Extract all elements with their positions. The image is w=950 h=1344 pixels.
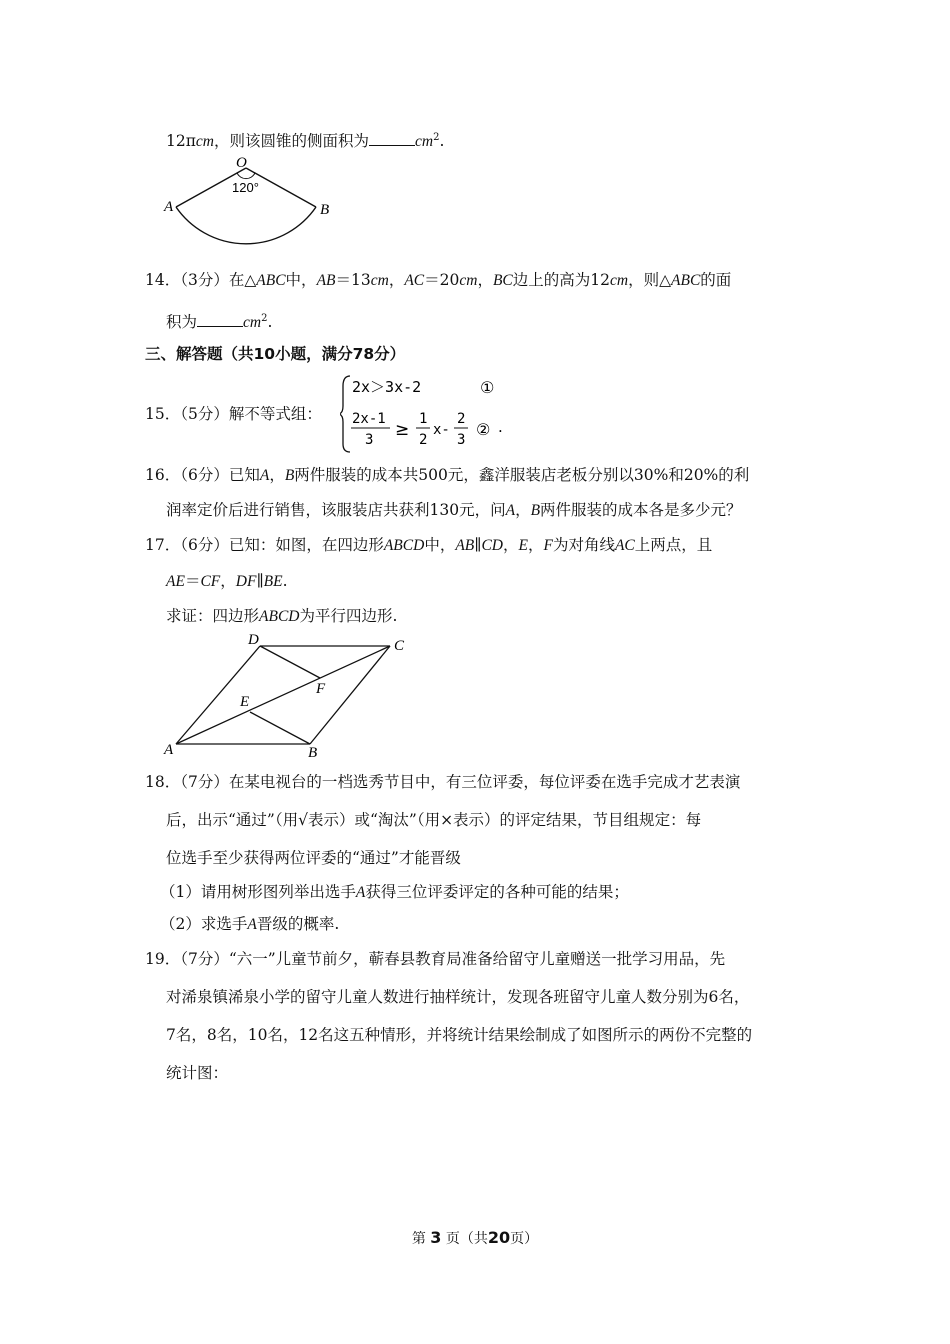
q14-t4: ＝13	[335, 271, 371, 289]
label-a: A	[164, 742, 174, 758]
q17-l1d: AB	[455, 537, 475, 554]
q17-l2d: ，	[220, 572, 236, 590]
q17-l1a: 17．（6分）已知：如图，在四边形	[145, 536, 384, 554]
q14-t2: 中，	[285, 271, 317, 289]
ineq2-sym: ≥	[395, 420, 410, 440]
q14-unit: cm	[243, 314, 262, 332]
segment-be	[250, 712, 310, 744]
q16-l2c: ，	[515, 501, 531, 519]
q13-sup: 2	[433, 132, 440, 143]
page-footer	[0, 1228, 950, 1248]
q14-l2a: 积为	[166, 313, 198, 332]
mark2: ②	[476, 420, 491, 439]
footer-a: 第	[411, 1231, 426, 1247]
q14-t5: cm	[370, 272, 389, 289]
q17-l2a: AE	[166, 573, 185, 590]
q14-line2	[166, 309, 272, 333]
q17-l1l: AC	[614, 537, 635, 554]
q19-line2: 对浠泉镇浠泉小学的留守儿童人数进行抽样统计，发现各班留守儿童人数分别为6名，	[166, 988, 750, 1006]
footer-c: 页）	[510, 1231, 539, 1247]
ineq2-num3: 2	[457, 411, 466, 427]
q15-inequality-system	[340, 372, 510, 456]
q17-l2c: CF	[200, 573, 221, 590]
q18-l5a: （2）求选手	[160, 915, 248, 933]
q14-t15: ABC	[671, 272, 701, 289]
q14-sup: 2	[261, 313, 268, 324]
brace	[340, 376, 350, 452]
q17-line1	[145, 535, 712, 556]
ineq2-den1: 3	[365, 432, 374, 448]
q16-l1a: 16．（6分）已知	[145, 466, 260, 484]
q14-t9: cm	[459, 272, 478, 289]
q17-l1b: ABCD	[383, 537, 425, 554]
q16-l2e: 两件服装的成本各是多少元？	[540, 501, 742, 519]
q13-answer-blank	[369, 131, 415, 146]
sector-arc	[176, 207, 316, 244]
q15-label: 15．（5分）解不等式组：	[145, 405, 322, 423]
q14-t13: cm	[610, 272, 629, 289]
q14-end: .	[267, 313, 273, 332]
q17-l1e: ∥	[474, 536, 482, 554]
q17-l1i: ，	[527, 536, 544, 554]
label-o: O	[236, 155, 247, 171]
page-total: 20	[487, 1228, 511, 1247]
q17-l3a: 求证：四边形	[166, 607, 260, 625]
page-number: 3	[430, 1228, 442, 1247]
q18-line1: 18．（7分）在某电视台的一档选秀节目中，有三位评委，每位评委在选手完成才艺表演	[145, 773, 741, 791]
q17-l2b: ＝	[184, 572, 201, 590]
q13-end: .	[439, 132, 445, 151]
q16-line1	[145, 465, 749, 486]
q19-line4: 统计图：	[166, 1064, 229, 1082]
q17-l2h: .	[282, 572, 288, 590]
label-b: B	[320, 202, 330, 218]
q18-line2: 后，出示“通过”（用√表示）或“淘汰”（用×表示）的评定结果，节目组规定：每	[166, 811, 702, 829]
q17-l1h: E	[518, 537, 528, 554]
segment-df	[260, 646, 320, 678]
q16-l2b: A	[505, 502, 516, 519]
q13-unit: cm	[195, 133, 214, 151]
q15-end: .	[498, 418, 503, 436]
q16-l1e: 两件服装的成本共500元，鑫洋服装店老板分别以30%和20%的利	[294, 466, 750, 484]
q17-l3b: ABCD	[259, 608, 300, 625]
label-b: B	[308, 745, 318, 761]
q18-l4c: 获得三位评委评定的各种可能的结果；	[365, 883, 629, 901]
q16-l1b: A	[259, 467, 270, 484]
angle-mark	[237, 173, 255, 179]
label-angle: 120°	[232, 180, 259, 195]
ineq2-num2: 1	[419, 411, 428, 427]
label-a: A	[164, 199, 174, 215]
q17-line2	[166, 571, 288, 592]
label-e: E	[240, 694, 250, 710]
q17-l1m: 上两点，且	[634, 536, 713, 554]
q18-l4a: （1）请用树形图列举出选手	[160, 883, 356, 901]
q15-system-svg	[340, 372, 510, 456]
q17-l3c: 为平行四边形.	[299, 607, 398, 625]
q19-line1: 19．（7分）“六一”儿童节前夕，蕲春县教育局准备给留守儿童赠送一批学习用品，先	[145, 950, 726, 968]
ineq2-den3: 3	[457, 432, 466, 448]
label-d: D	[248, 632, 259, 648]
q16-l1d: B	[284, 467, 295, 484]
footer-b: 页（共	[445, 1231, 488, 1247]
q14-line1	[145, 270, 731, 291]
q13-text: ，则该圆锥的侧面积为	[214, 132, 370, 151]
q13-line	[166, 128, 444, 152]
q16-l2d: B	[530, 502, 541, 519]
q19-line3: 7名，8名，10名，12名这五种情形，并将统计结果绘制成了如图所示的两份不完整的	[166, 1026, 753, 1044]
q14-number: 14．（3分）在△	[145, 271, 257, 289]
q13-unit2: cm	[415, 133, 434, 151]
q18-l5c: 晋级的概率.	[256, 915, 340, 933]
q13-prefix: 12π	[166, 132, 196, 151]
q18-l4b: A	[355, 884, 366, 901]
q17-parallelogram-figure	[160, 632, 420, 762]
q14-t6: ，	[388, 271, 405, 289]
ineq1: 2x＞3x-2	[352, 378, 422, 396]
q17-l1g: ，	[502, 536, 519, 554]
q14-t1: ABC	[256, 272, 286, 289]
q18-line3: 位选手至少获得两位评委的“通过”才能晋级	[166, 849, 461, 867]
q14-t14: ，则△	[628, 271, 672, 289]
q17-l1k: 为对角线	[552, 536, 615, 554]
q14-t12: 边上的高为12	[512, 271, 611, 289]
q16-l1c: ，	[269, 466, 285, 484]
ineq2-mid: x-	[433, 422, 450, 438]
q13-sector-figure	[160, 155, 340, 260]
q16-line2	[166, 500, 742, 521]
section-title: 三、解答题（共10小题，满分78分）	[145, 345, 406, 363]
mark1: ①	[480, 378, 495, 397]
q17-l1j: F	[543, 537, 553, 554]
ineq2-num1: 2x-1	[352, 411, 386, 427]
q17-l2g: BE	[263, 573, 283, 590]
ineq2-den2: 2	[419, 432, 428, 448]
q17-l2e: DF	[235, 573, 257, 590]
q16-l2a: 润率定价后进行销售，该服装店共获利130元，问	[166, 501, 506, 519]
q14-t10: ，	[477, 271, 493, 289]
q14-t7: AC	[404, 272, 425, 289]
q18-line5	[160, 914, 339, 935]
q14-t3: AB	[316, 272, 336, 289]
q18-l5b: A	[247, 916, 257, 933]
q14-t11: BC	[492, 272, 513, 289]
q17-l2f: ∥	[256, 572, 264, 590]
q14-answer-blank	[197, 312, 243, 327]
label-c: C	[394, 638, 405, 654]
q14-t16: 的面	[700, 271, 732, 289]
q17-l1c: 中，	[424, 536, 456, 554]
q17-l1f: CD	[481, 537, 503, 554]
q17-line3	[166, 606, 397, 627]
q18-line4	[160, 882, 629, 903]
label-f: F	[316, 681, 326, 697]
q14-t8: ＝20	[424, 271, 460, 289]
